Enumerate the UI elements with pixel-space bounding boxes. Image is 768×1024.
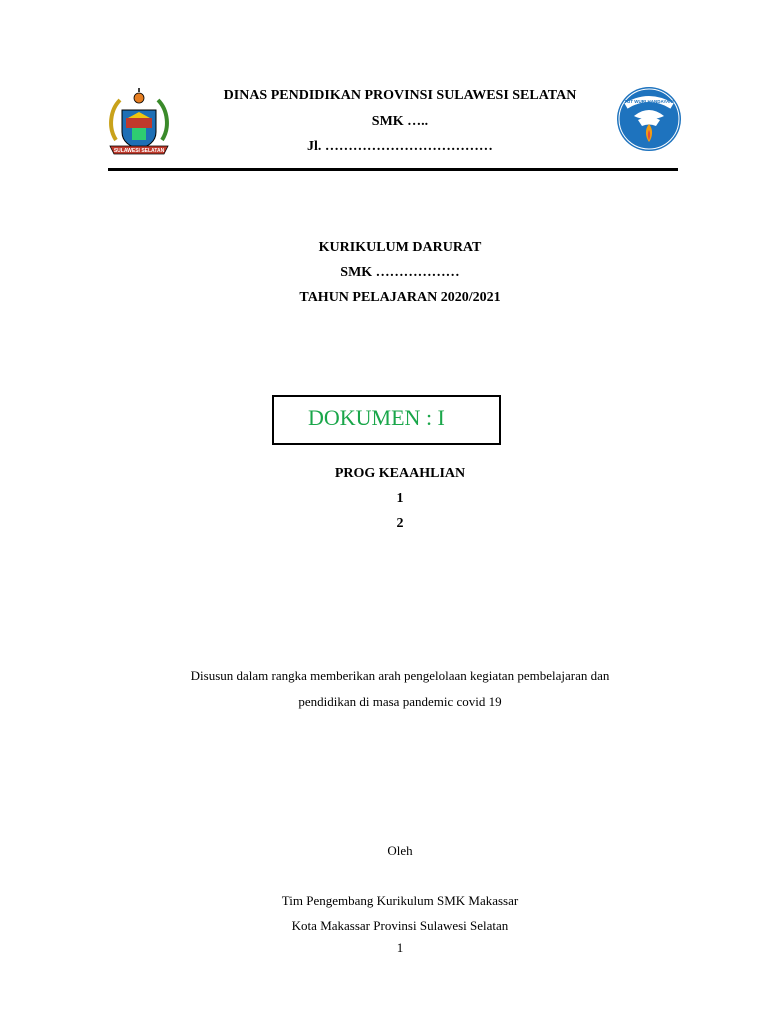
document-number-label: DOKUMEN : I xyxy=(308,405,445,430)
program-item: 2 xyxy=(396,516,404,531)
sulawesi-selatan-emblem-icon xyxy=(106,88,172,158)
page-number: 1 xyxy=(396,940,404,955)
left-logo-ribbon-text: SULAWESI SELATAN xyxy=(113,148,165,154)
header-address: Jl. ……………………………… xyxy=(307,139,493,154)
header-divider xyxy=(108,168,678,171)
authors-by: Oleh xyxy=(387,843,413,858)
title-line-1: KURIKULUM DARURAT xyxy=(318,240,482,255)
tut-wuri-handayani-icon xyxy=(616,86,682,152)
description-line-1: Disusun dalam rangka memberikan arah pengelolaan kegiatan pembelajaran dan xyxy=(190,668,610,683)
document-number-box xyxy=(272,395,501,445)
title-line-3: TAHUN PELAJARAN 2020/2021 xyxy=(299,290,501,305)
description-line-2: pendidikan di masa pandemic covid 19 xyxy=(298,694,502,709)
header-agency: DINAS PENDIDIKAN PROVINSI SULAWESI SELATAN xyxy=(223,88,577,103)
authors-location: Kota Makassar Provinsi Sulawesi Selatan xyxy=(291,918,509,933)
header-school: SMK ….. xyxy=(371,114,429,129)
title-line-2: SMK ……………… xyxy=(340,265,460,280)
right-logo-motto-text: TUT WURI HANDAYANI xyxy=(624,99,674,104)
authors-team: Tim Pengembang Kurikulum SMK Makassar xyxy=(281,893,519,908)
program-item: 1 xyxy=(396,491,404,506)
program-heading: PROG KEAAHLIAN xyxy=(334,466,466,481)
